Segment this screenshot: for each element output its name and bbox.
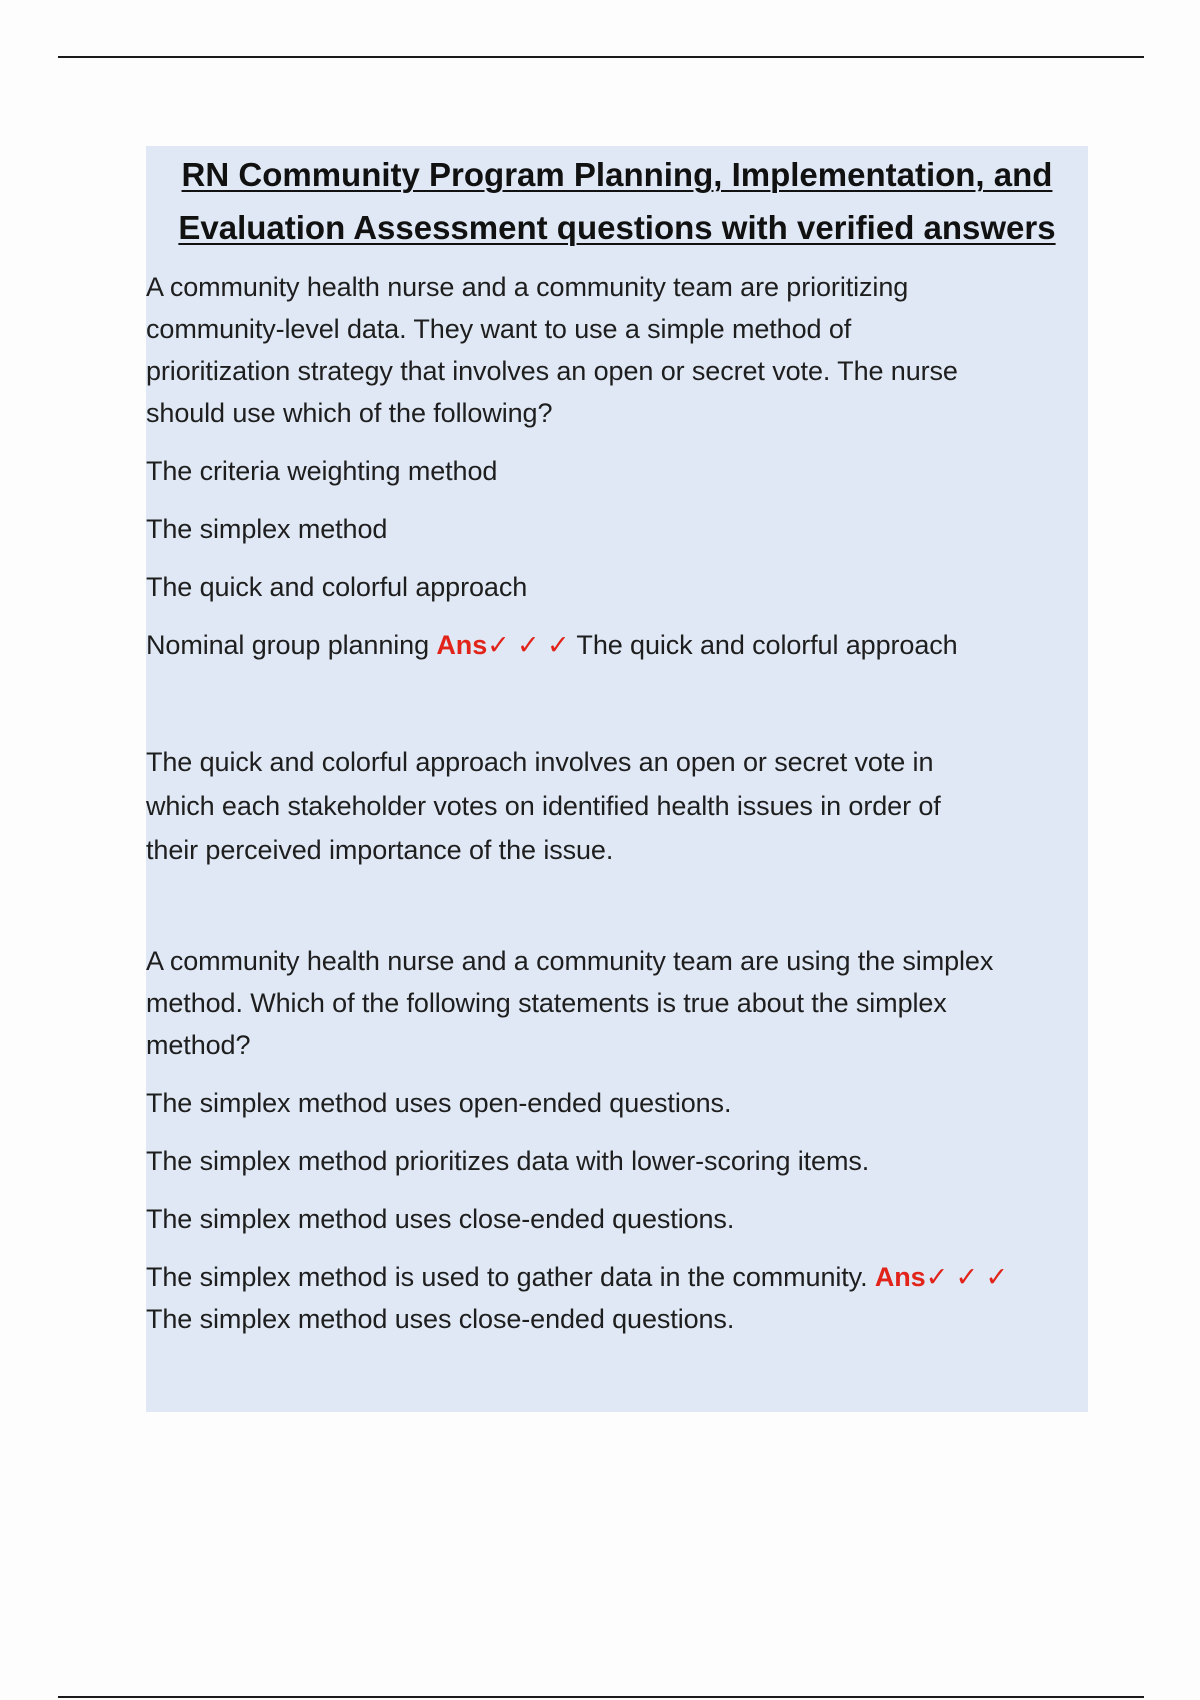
- question-2-answer: The simplex method uses close-ended questions.: [146, 1304, 735, 1334]
- question-1-line: should use which of the following?: [146, 398, 553, 428]
- question-2-line: A community health nurse and a community team are using the simplex: [146, 946, 994, 976]
- question-1-text: [146, 266, 1088, 434]
- question-2-last-option: The simplex method is used to gather data in the community.: [146, 1262, 868, 1292]
- question-1-line: community-level data. They want to use a simple method of: [146, 314, 852, 344]
- question-1-line: A community health nurse and a community team are prioritizing: [146, 272, 909, 302]
- question-2-answer-line: [146, 1256, 1088, 1340]
- explanation-line: The quick and colorful approach involves an open or secret vote in: [146, 747, 934, 777]
- question-2-option: The simplex method uses open-ended questions.: [146, 1088, 732, 1118]
- document-title: [146, 146, 1088, 254]
- checkmark-icon: ✓ ✓ ✓: [925, 1262, 1008, 1292]
- question-1-answer-line: [146, 624, 1088, 666]
- question-1-option: The quick and colorful approach: [146, 572, 528, 602]
- answer-label: Ans: [874, 1262, 926, 1292]
- title-line-1: RN Community Program Planning, Implementation, and: [181, 156, 1053, 193]
- question-2-line: method. Which of the following statements is true about the simplex: [146, 988, 947, 1018]
- explanation-line: which each stakeholder votes on identified health issues in order of: [146, 791, 941, 821]
- question-1-explanation: [146, 740, 1088, 872]
- explanation-line: their perceived importance of the issue.: [146, 835, 614, 865]
- title-line-2: Evaluation Assessment questions with verified answers: [178, 209, 1056, 246]
- answer-label: Ans: [436, 630, 488, 660]
- spacer: [146, 872, 1088, 940]
- question-1-last-option: Nominal group planning: [146, 630, 429, 660]
- document-panel: [146, 146, 1088, 1412]
- question-1-option: The simplex method: [146, 514, 388, 544]
- top-rule: [58, 56, 1144, 58]
- checkmark-icon: ✓ ✓ ✓: [487, 630, 570, 660]
- question-2-line: method?: [146, 1030, 251, 1060]
- question-1-option: The criteria weighting method: [146, 456, 498, 486]
- question-2-option: The simplex method prioritizes data with lower-scoring items.: [146, 1146, 870, 1176]
- bottom-rule: [58, 1696, 1144, 1698]
- question-1-answer: The quick and colorful approach: [576, 630, 958, 660]
- spacer: [146, 682, 1088, 740]
- question-1-line: prioritization strategy that involves an open or secret vote. The nurse: [146, 356, 958, 386]
- question-2-text: [146, 940, 1088, 1066]
- question-2-option: The simplex method uses close-ended questions.: [146, 1204, 735, 1234]
- document-content: [146, 254, 1088, 1340]
